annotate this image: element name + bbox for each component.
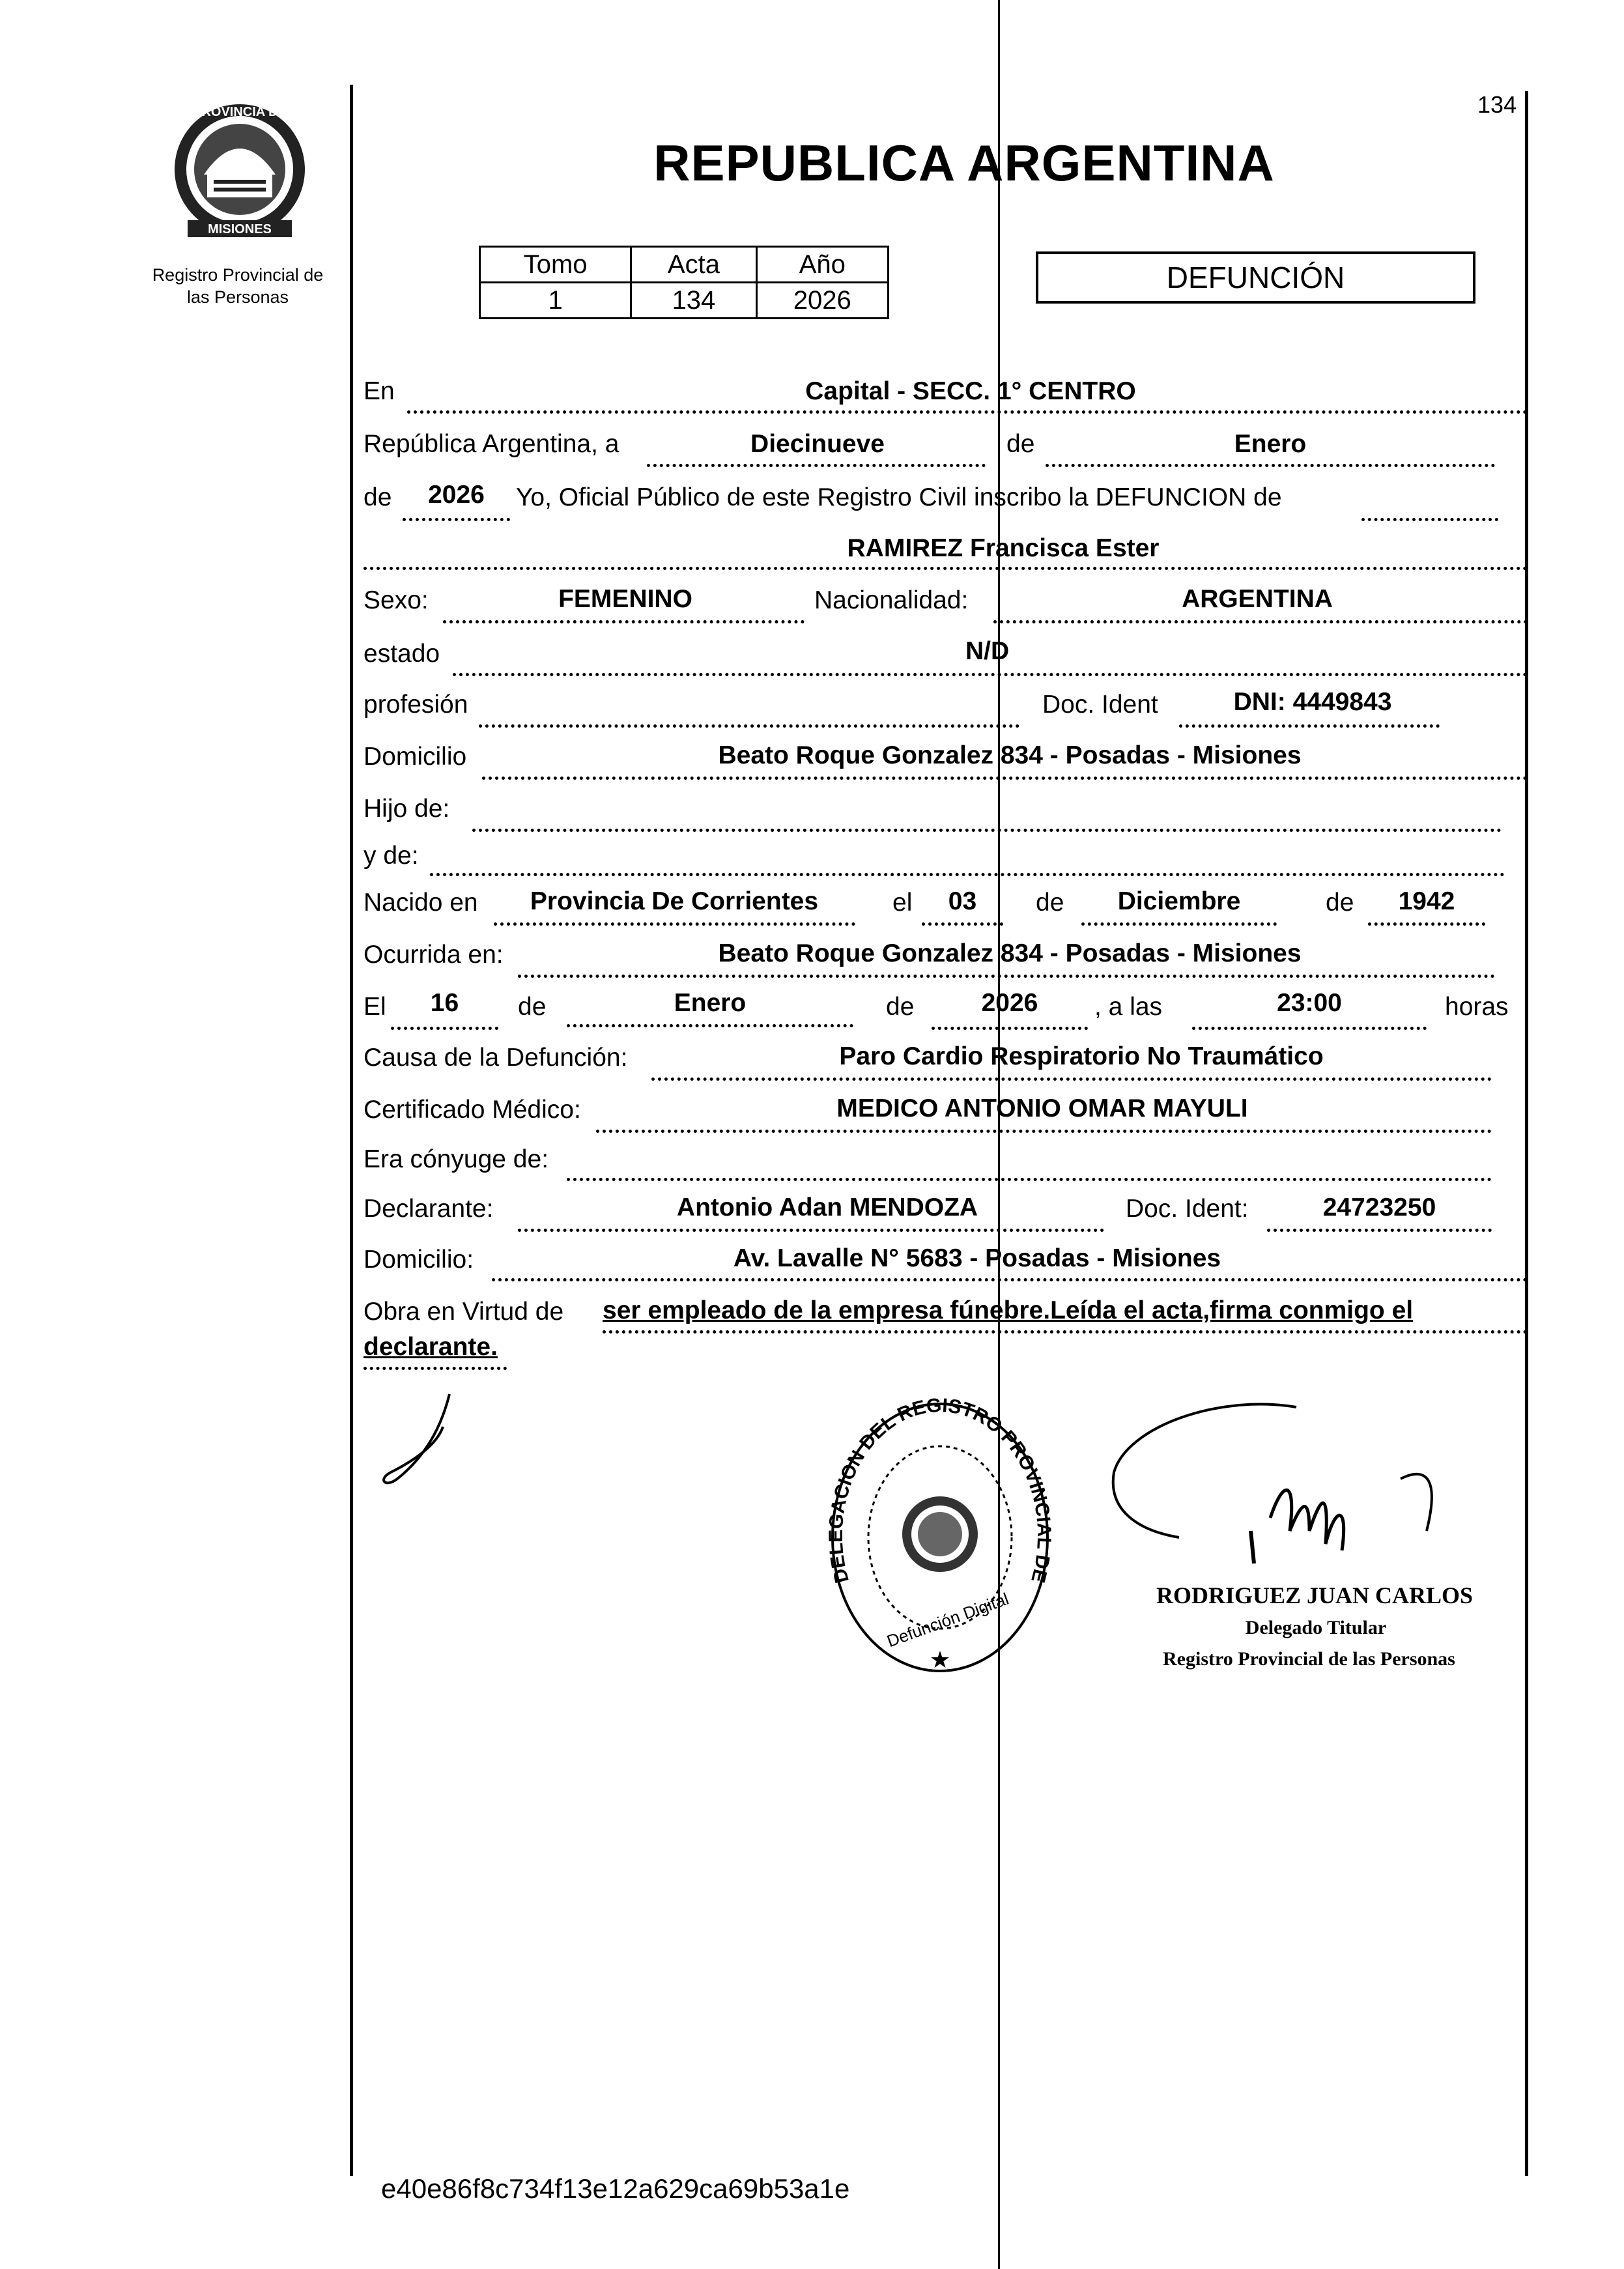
hijo-line xyxy=(472,829,1502,832)
alas-label: , a las xyxy=(1094,993,1163,1021)
month-line xyxy=(1046,464,1495,467)
sexo-line xyxy=(443,620,805,623)
sexo-value: FEMENINO xyxy=(558,585,692,613)
nac-label: Nacionalidad: xyxy=(814,586,969,614)
svg-text:PROVINCIA DE: PROVINCIA DE xyxy=(193,105,287,119)
record-value-ano: 2026 xyxy=(756,283,888,319)
registry-name-line1: Registro Provincial de xyxy=(152,265,324,285)
scan-fold-line xyxy=(998,0,1000,2269)
yde-line xyxy=(430,873,1505,876)
day-line xyxy=(647,464,986,467)
registry-seal xyxy=(168,96,311,246)
official-office: Registro Provincial de las Personas xyxy=(1163,1648,1455,1670)
registry-stamp-icon xyxy=(826,1394,1054,1681)
death-month-line xyxy=(567,1024,853,1027)
doc-type-box xyxy=(1036,251,1475,304)
registry-name-line2: las Personas xyxy=(186,287,289,307)
de4-label: de xyxy=(1326,889,1354,917)
rep-label: República Argentina, a xyxy=(363,430,620,458)
estado-value: N/D xyxy=(965,637,1010,665)
deceased-name: RAMIREZ Francisca Ester xyxy=(847,534,1160,562)
declarante-line xyxy=(518,1229,1104,1232)
declarante-value: Antonio Adan MENDOZA xyxy=(676,1193,978,1221)
statement-line xyxy=(1361,518,1498,521)
right-margin-line xyxy=(1525,91,1528,2176)
record-header-acta: Acta xyxy=(631,247,756,283)
doc-type: DEFUNCIÓN xyxy=(1166,261,1345,294)
el1-label: el xyxy=(892,889,913,917)
doc-line xyxy=(1179,724,1440,728)
record-table xyxy=(479,246,889,319)
obra-value: ser empleado de la empresa fúnebre.Leída el acta,firma conmigo el xyxy=(603,1296,1414,1324)
domicilio-line xyxy=(482,777,1528,780)
sexo-label: Sexo: xyxy=(363,586,429,614)
official-stamp xyxy=(826,1394,1054,1681)
doc2-value: 24723250 xyxy=(1322,1193,1436,1221)
nacido-line xyxy=(494,922,855,926)
nac-line xyxy=(993,620,1528,623)
domicilio-value: Beato Roque Gonzalez 834 - Posadas - Misiones xyxy=(718,741,1302,769)
yde-label: y de: xyxy=(363,842,419,870)
estado-line xyxy=(453,673,1528,676)
ocurrida-line xyxy=(518,975,1495,978)
el2-label: El xyxy=(363,993,386,1021)
doc2-line xyxy=(1267,1229,1492,1232)
cert-line xyxy=(596,1130,1492,1133)
death-month: Enero xyxy=(674,989,747,1017)
domicilio-label: Domicilio xyxy=(363,743,467,771)
ocurrida-value: Beato Roque Gonzalez 834 - Posadas - Misiones xyxy=(718,939,1302,967)
record-value-acta: 134 xyxy=(631,283,756,319)
death-day: 16 xyxy=(430,989,459,1017)
de1-label: de xyxy=(1006,430,1035,458)
en-value: Capital - SECC. 1° CENTRO xyxy=(805,377,1136,405)
record-table-header xyxy=(480,247,889,283)
record-header-ano: Año xyxy=(756,247,888,283)
left-margin-line xyxy=(350,85,353,2176)
hijo-label: Hijo de: xyxy=(363,795,450,823)
page-title: REPUBLICA ARGENTINA xyxy=(653,134,1275,192)
obra-line-2 xyxy=(363,1367,507,1370)
doc-label: Doc. Ident xyxy=(1042,691,1158,719)
death-time: 23:00 xyxy=(1277,989,1342,1017)
birth-day-line xyxy=(922,922,1003,926)
death-day-line xyxy=(391,1027,498,1030)
birth-month: Diciembre xyxy=(1117,887,1241,915)
birth-year: 1942 xyxy=(1398,887,1455,915)
cert-value: MEDICO ANTONIO OMAR MAYULI xyxy=(836,1094,1248,1122)
conyuge-label: Era cónyuge de: xyxy=(363,1145,549,1173)
de2-label: de xyxy=(363,483,392,511)
deceased-line xyxy=(363,567,1528,570)
nacido-label: Nacido en xyxy=(363,889,478,917)
svg-text:Defunción Digital: Defunción Digital xyxy=(884,1588,1012,1651)
record-table-values xyxy=(480,283,889,319)
causa-label: Causa de la Defunción: xyxy=(363,1044,628,1072)
birth-month-line xyxy=(1081,922,1277,926)
causa-line xyxy=(651,1077,1492,1081)
de3-label: de xyxy=(1036,889,1064,917)
profesion-label: profesión xyxy=(363,691,468,719)
death-year-line xyxy=(932,1027,1088,1030)
statement-text: Yo, Oficial Público de este Registro Civil inscribo la DEFUNCION de xyxy=(516,483,1282,511)
domicilio2-value: Av. Lavalle N° 5683 - Posadas - Misiones xyxy=(733,1244,1221,1272)
doc2-label: Doc. Ident: xyxy=(1126,1195,1249,1223)
document-hash: e40e86f8c734f13e12a629ca69b53a1e xyxy=(381,2173,850,2204)
obra-line xyxy=(603,1330,1528,1334)
obra-label: Obra en Virtud de xyxy=(363,1298,564,1326)
ocurrida-label: Ocurrida en: xyxy=(363,941,504,969)
year-value: 2026 xyxy=(428,481,485,509)
record-header-tomo: Tomo xyxy=(480,247,631,283)
profesion-line xyxy=(479,724,1019,728)
day-word: Diecinueve xyxy=(750,430,885,458)
cert-label: Certificado Médico: xyxy=(363,1096,581,1124)
birth-day: 03 xyxy=(948,887,977,915)
month-value: Enero xyxy=(1234,430,1307,458)
official-name: RODRIGUEZ JUAN CARLOS xyxy=(1156,1582,1474,1608)
declarant-signature xyxy=(371,1388,476,1492)
doc-value: DNI: 4449843 xyxy=(1233,688,1392,716)
svg-text:DELEGACION DEL REGISTRO PROVIN: DELEGACION DEL REGISTRO PROVINCIAL DE xyxy=(826,1394,1054,1586)
causa-value: Paro Cardio Respiratorio No Traumático xyxy=(839,1042,1324,1070)
record-value-tomo: 1 xyxy=(480,283,631,319)
official-role: Delegado Titular xyxy=(1245,1617,1387,1638)
registry-name xyxy=(130,264,345,308)
domicilio2-line xyxy=(492,1278,1528,1281)
nacido-place: Provincia De Corrientes xyxy=(530,887,819,915)
death-time-line xyxy=(1192,1027,1427,1030)
svg-text:★: ★ xyxy=(929,1646,951,1673)
death-year: 2026 xyxy=(981,989,1038,1017)
estado-label: estado xyxy=(363,640,440,668)
de6-label: de xyxy=(886,993,915,1021)
nac-value: ARGENTINA xyxy=(1182,585,1333,613)
horas-label: horas xyxy=(1445,993,1509,1021)
declarante-label: Declarante: xyxy=(363,1195,494,1223)
en-label: En xyxy=(363,377,395,405)
seal-emblem-icon xyxy=(168,96,311,246)
svg-text:MISIONES: MISIONES xyxy=(208,222,272,236)
year-line xyxy=(403,518,510,521)
page-number: 134 xyxy=(1477,91,1517,118)
birth-year-line xyxy=(1368,922,1485,926)
obra-value-2: declarante. xyxy=(363,1333,498,1361)
domicilio2-label: Domicilio: xyxy=(363,1246,474,1274)
de5-label: de xyxy=(518,993,547,1021)
conyuge-line xyxy=(567,1178,1492,1181)
en-line xyxy=(407,410,1528,414)
